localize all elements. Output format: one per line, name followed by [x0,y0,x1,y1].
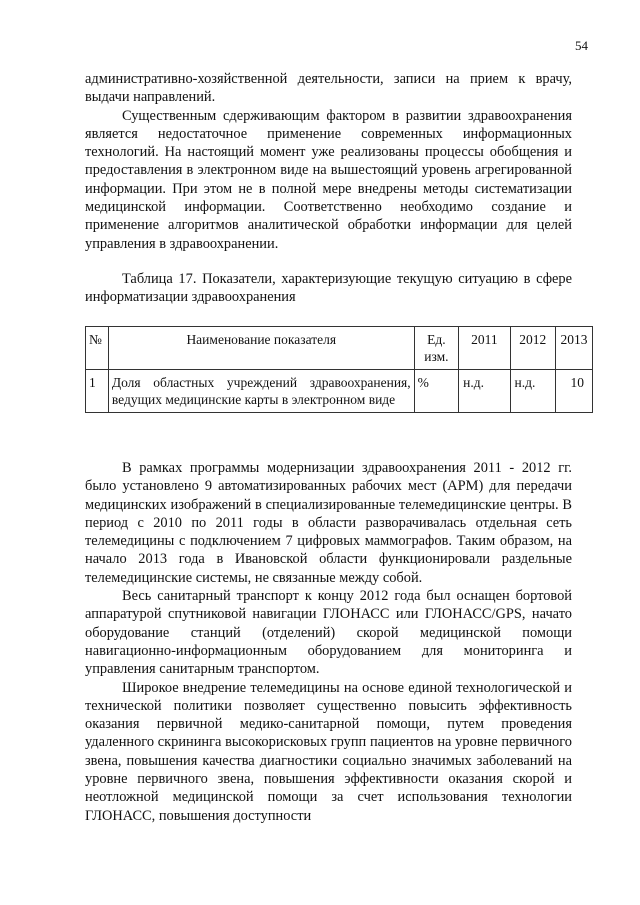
header-num: № [86,327,109,370]
cell-name: Доля областных учреждений здравоохранения, ведущих медицинские карты в электронном виде [108,370,414,413]
indicators-table [85,326,593,413]
header-2012: 2012 [510,327,556,370]
intro-text-block [85,70,572,253]
header-name: Наименование показателя [108,327,414,370]
cell-2013: 10 [556,370,593,413]
paragraph: В рамках программы модернизации здравоохранения 2011 - 2012 гг. было установлено 9 автоматизированных рабочих мест (АРМ) для передачи медицинских изображений в специализированные телемедицинские центры. В период с 2010 по 2011 годы в области разворачивалась отдельная сеть телемедицины с подключением 7 цифровых маммографов. Таким образом, на начало 2013 года в Ивановской области функционировали раздельные телемедицинские системы, не связанные между собой. [85,460,572,586]
paragraph: Существенным сдерживающим фактором в развитии здравоохранения является недостаточное применение современных информационных технологий. На настоящий момент уже реализованы процессы обобщения и предоставления в электронном виде на вышестоящий уровень агрегированной информации. При этом не в полной мере внедрены методы систематизации медицинской информации. Соответственно необходимо создание и применение алгоритмов аналитической обработки информации для целей управления в здравоохранении. [85,107,572,252]
indicators-table-wrap [85,326,593,413]
table-header-row [86,327,593,370]
header-2011: 2011 [459,327,510,370]
main-text-block [85,459,572,825]
paragraph: Широкое внедрение телемедицины на основе единой технологической и технической политики позволяет существенно повысить эффективность оказания первичной медико-санитарной помощи, путем проведения удаленного скрининга высокорисковых групп пациентов на уровне первичного звена, повышения качества диагностики социально значимых заболеваний на уровне первичного звена, повышения эффективности оказания скорой и неотложной медицинской помощи за счет использования технологии ГЛОНАСС, повышения доступности [85,679,572,824]
table-row [86,370,593,413]
page-number: 54 [575,38,588,53]
paragraph: административно-хозяйственной деятельности, записи на прием к врачу, выдачи направлений. [85,71,572,106]
cell-num: 1 [86,370,109,413]
cell-2011: н.д. [459,370,510,413]
cell-unit: % [414,370,459,413]
cell-2012: н.д. [510,370,556,413]
paragraph: Весь санитарный транспорт к концу 2012 года был оснащен бортовой аппаратурой спутниковой навигации ГЛОНАСС или ГЛОНАСС/GPS, начато оборудование станций (отделений) скорой медицинской помощи навигационно-информационным оборудованием для мониторинга и управления санитарным транспортом. [85,588,572,678]
header-unit: Ед. изм. [414,327,459,370]
table-caption: Таблица 17. Показатели, характеризующие текущую ситуацию в сфере информатизации здравоохранения [85,271,572,306]
header-2013: 2013 [556,327,593,370]
table-caption-block [85,270,572,307]
